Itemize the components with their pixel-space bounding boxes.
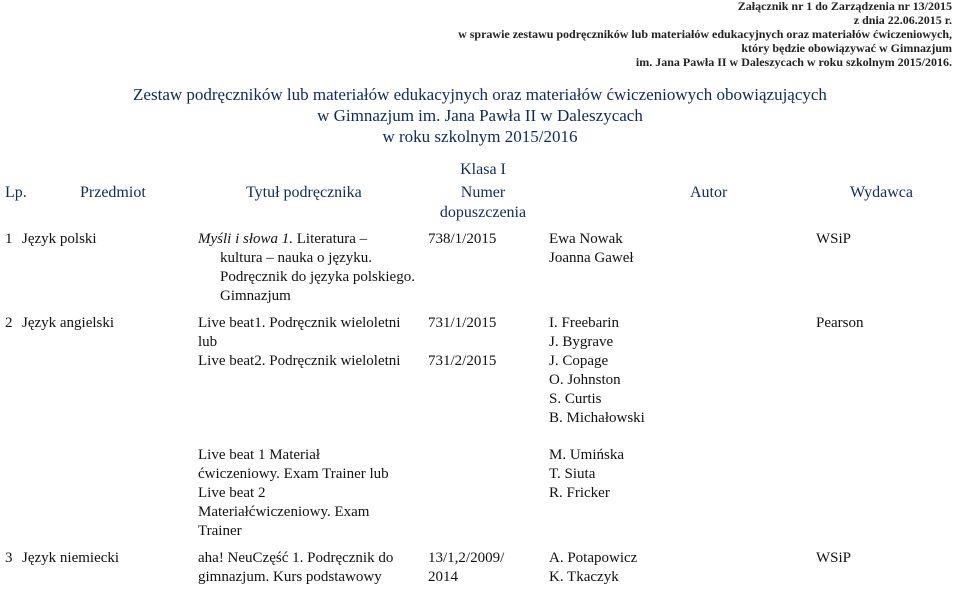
row-number: 731/2/2015 — [428, 353, 497, 369]
title-line: w roku szkolnym 2015/2016 — [382, 127, 578, 146]
book-title-line: Trainer — [198, 523, 242, 539]
annex-note — [458, 0, 952, 69]
row-authors — [549, 446, 624, 503]
row-number — [428, 549, 504, 587]
row-authors — [549, 230, 634, 268]
row-book-title — [198, 446, 420, 541]
header-author: Autor — [690, 184, 728, 201]
row-subject: Język polski — [22, 231, 97, 247]
book-title-italic: Myśli i słowa 1. — [198, 231, 294, 247]
title-line: Zestaw podręczników lub materiałów edukacyjnych oraz materiałów ćwiczeniowych obowiązujących — [133, 85, 827, 104]
book-title-line: lub — [198, 334, 218, 350]
book-title-line: Live beat1. Podręcznik wieloletni — [198, 315, 401, 331]
author-name: I. Freebarin — [549, 315, 619, 331]
row-book-title — [198, 549, 420, 587]
author-name: T. Siuta — [549, 466, 596, 482]
book-title-line: gimnazjum. Kurs podstawowy — [198, 569, 382, 585]
author-name: Joanna Gaweł — [549, 250, 634, 266]
book-title-line: Live beat2. Podręcznik wieloletni — [198, 353, 401, 369]
author-name: J. Bygrave — [549, 334, 614, 350]
book-title-rest: Literatura – — [293, 231, 368, 247]
row-subject: Język niemiecki — [22, 550, 120, 566]
row-book-title — [198, 230, 420, 306]
book-title-line: Live beat 1 Materiał — [198, 447, 321, 463]
author-name: O. Johnston — [549, 372, 621, 388]
header-number-line2: dopuszczenia — [439, 204, 527, 221]
book-title-line: Podręcznik do języka polskiego. — [220, 269, 415, 285]
row-authors — [549, 314, 645, 428]
author-name: A. Potapowicz — [549, 550, 638, 566]
author-name: S. Curtis — [549, 391, 602, 407]
book-title-line: kultura – nauka o języku. — [220, 250, 373, 266]
annex-line: który będzie obowiązywać w Gimnazjum — [741, 41, 952, 55]
author-name: B. Michałowski — [549, 410, 645, 426]
author-name: K. Tkaczyk — [549, 569, 619, 585]
author-name: Ewa Nowak — [549, 231, 623, 247]
annex-line: z dnia 22.06.2015 r. — [853, 13, 952, 27]
row-lp: 3 — [5, 550, 13, 566]
annex-line: w sprawie zestawu podręczników lub materiałów edukacyjnych oraz materiałów ćwiczeniowych, — [458, 27, 952, 41]
row-book-title — [198, 314, 420, 371]
document-title — [0, 84, 960, 147]
header-number-line1: Numer — [460, 184, 506, 201]
row-lp: 1 — [5, 231, 13, 247]
number-line: 13/1,2/2009/ — [428, 550, 505, 566]
row-publisher: WSiP — [816, 231, 852, 247]
row-number: 731/1/2015 — [428, 315, 497, 331]
title-line: w Gimnazjum im. Jana Pawła II w Daleszycach — [317, 106, 643, 125]
book-title-line: Materiałćwiczeniowy. Exam — [198, 504, 370, 520]
book-title-line: Live beat 2 — [198, 485, 266, 501]
book-title-line: Gimnazjum — [220, 288, 291, 304]
row-publisher: WSiP — [816, 550, 852, 566]
row-subject: Język angielski — [22, 315, 115, 331]
annex-line: im. Jana Pawła II w Daleszycach w roku szkolnym 2015/2016. — [635, 55, 952, 69]
author-name: M. Umińska — [549, 447, 624, 463]
header-lp: Lp. — [5, 184, 27, 201]
row-number: 738/1/2015 — [428, 231, 497, 247]
annex-line: Załącznik nr 1 do Zarządzenia nr 13/2015 — [737, 0, 952, 13]
number-line: 2014 — [428, 569, 458, 585]
author-name: J. Copage — [549, 353, 609, 369]
author-name: R. Fricker — [549, 485, 610, 501]
row-authors — [549, 549, 637, 587]
row-lp: 2 — [5, 315, 13, 331]
header-book-title: Tytuł podręcznika — [246, 184, 362, 201]
book-title-line: ćwiczeniowy. Exam Trainer lub — [198, 466, 389, 482]
class-label: Klasa I — [460, 161, 506, 178]
book-title-line: aha! NeuCzęść 1. Podręcznik do — [198, 550, 394, 566]
row-publisher: Pearson — [816, 315, 864, 331]
header-number — [428, 183, 538, 223]
header-publisher: Wydawca — [850, 184, 913, 201]
header-subject: Przedmiot — [80, 184, 146, 201]
